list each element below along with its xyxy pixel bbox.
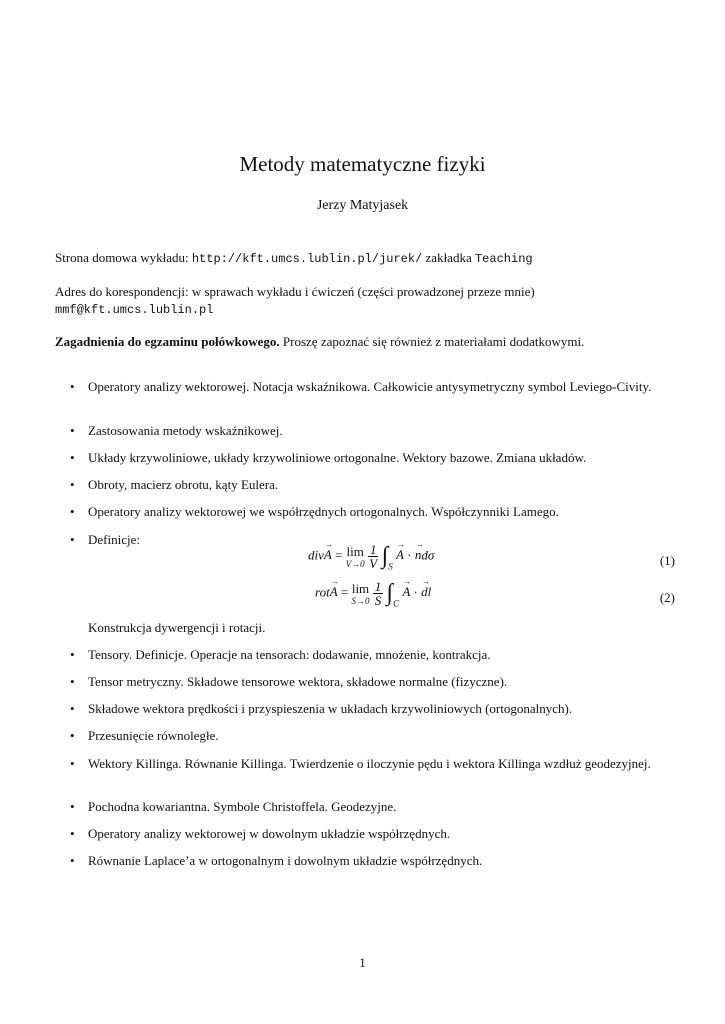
fraction-denominator: S (374, 593, 382, 608)
exam-heading-line (55, 333, 675, 350)
bullet-icon: • (70, 379, 75, 394)
contact-text: Adres do korespondencji: w sprawach wykładu i ćwiczeń (części prowadzonej przeze mnie) (55, 284, 535, 299)
equation-1-operator: div (308, 547, 324, 563)
list-item-text: Składowe wektora prędkości i przyspieszenia w układach krzywoliniowych (ortogonalnych). (88, 701, 573, 716)
list-item (70, 673, 676, 690)
contact-email[interactable]: mmf@kft.umcs.lublin.pl (55, 303, 214, 317)
list-item (70, 503, 676, 520)
list-item (70, 422, 676, 439)
bullet-icon: • (70, 423, 75, 438)
dot-operator: · (410, 584, 422, 600)
vector-a: → A (396, 547, 404, 563)
bullet-icon: • (70, 477, 75, 492)
bullet-icon: • (70, 756, 75, 771)
list-item (70, 755, 676, 772)
integrand-tail: dσ (421, 547, 435, 563)
list-item (70, 646, 676, 663)
bullet-icon: • (70, 826, 75, 841)
equation-2-operator: rot (315, 584, 330, 600)
page-number: 1 (359, 955, 366, 970)
vector-a: → A (402, 584, 410, 600)
list-item-text: Równanie Laplace’a w ortogonalnym i dowolnym układzie współrzędnych. (88, 853, 483, 868)
bullet-icon: • (70, 647, 75, 662)
list-item (70, 378, 676, 395)
list-item-text: Definicje: (88, 532, 140, 547)
list-item-text: Wektory Killinga. Równanie Killinga. Twierdzenie o iloczynie pędu i wektora Killinga wzdłuż geodezyjnej. (88, 756, 651, 771)
vector-n: → n (415, 547, 422, 563)
vector-dl: → dl (421, 584, 431, 600)
list-item-text: Operatory analizy wektorowej we współrzędnych ortogonalnych. Współczynniki Lamego. (88, 504, 559, 519)
fraction-numerator: 1 (369, 542, 377, 557)
equation-1 (0, 543, 725, 577)
fraction-denominator: V (369, 556, 378, 571)
equation-2 (0, 580, 725, 614)
bullet-icon: • (70, 504, 75, 519)
contact-block (55, 283, 675, 319)
integral-sign: ∫ (381, 543, 389, 569)
homepage-tab: Teaching (474, 252, 533, 266)
equals-sign: = (340, 584, 352, 600)
fraction (368, 543, 379, 570)
exam-heading: Zagadnienia do egzaminu połówkowego. (55, 334, 280, 349)
vector-a: → A (324, 547, 332, 563)
equation-1-number: (1) (659, 553, 675, 568)
equals-sign: = (335, 547, 346, 563)
homepage-url[interactable]: http://kft.umcs.lublin.pl/jurek/ (191, 252, 423, 266)
equation-1-formula (308, 543, 434, 571)
list-item (70, 825, 676, 842)
list-item (70, 798, 676, 815)
list-item-text: Obroty, macierz obrotu, kąty Eulera. (88, 477, 279, 492)
bullet-icon: • (70, 799, 75, 814)
homepage-line (55, 249, 675, 268)
homepage-middle: zakładka (425, 250, 472, 265)
list-item-text: Układy krzywoliniowe, układy krzywoliniowe ortogonalne. Wektory bazowe. Zmiana układów. (88, 450, 587, 465)
bullet-icon: • (70, 674, 75, 689)
integral-sign: ∫ (386, 580, 394, 606)
list-item-text: Zastosowania metody wskaźnikowej. (88, 423, 283, 438)
bullet-icon: • (70, 701, 75, 716)
equation-2-number: (2) (659, 590, 675, 605)
list-item (70, 727, 676, 744)
exam-text: Proszę zapoznać się również z materiałami dodatkowymi. (282, 334, 585, 349)
bullet-icon: • (70, 853, 75, 868)
limit-subscript: V→0 (345, 559, 365, 569)
limit-subscript: S→0 (351, 596, 370, 606)
dot-operator: · (403, 547, 415, 563)
definitions-note (70, 619, 676, 636)
document-author: Jerzy Matyjasek (316, 198, 409, 213)
bullet-icon: • (70, 728, 75, 743)
list-item-text: Tensory. Definicje. Operacje na tensorach: dodawanie, mnożenie, kontrakcja. (88, 647, 491, 662)
integral-subscript: S (388, 561, 393, 572)
list-item (70, 700, 676, 717)
limit: lim V→0 (345, 544, 365, 569)
bullet-icon: • (70, 450, 75, 465)
list-item (70, 852, 676, 869)
list-item (70, 476, 676, 493)
vector-a: → A (330, 584, 338, 600)
document-title: Metody matematyczne fizyki (239, 152, 486, 176)
integral-subscript: C (393, 598, 400, 609)
fraction-numerator: 1 (374, 579, 382, 594)
bullet-icon: • (70, 532, 75, 547)
limit: lim S→0 (351, 581, 370, 606)
definitions-note-text: Konstrukcja dywergencji i rotacji. (88, 620, 266, 635)
equation-2-formula (315, 580, 431, 608)
list-item-text: Pochodna kowariantna. Symbole Christoffela. Geodezyjne. (88, 799, 397, 814)
list-item-text: Operatory analizy wektorowej w dowolnym układzie współrzędnych. (88, 826, 451, 841)
fraction (373, 580, 384, 607)
list-item-text: Operatory analizy wektorowej. Notacja wskaźnikowa. Całkowicie antysymetryczny symbol Leviego-Civity. (88, 379, 652, 394)
list-item (70, 449, 676, 466)
homepage-prefix: Strona domowa wykładu: (55, 250, 189, 265)
list-item-text: Przesunięcie równoległe. (88, 728, 219, 743)
list-item-text: Tensor metryczny. Składowe tensorowe wektora, składowe normalne (fizyczne). (88, 674, 508, 689)
